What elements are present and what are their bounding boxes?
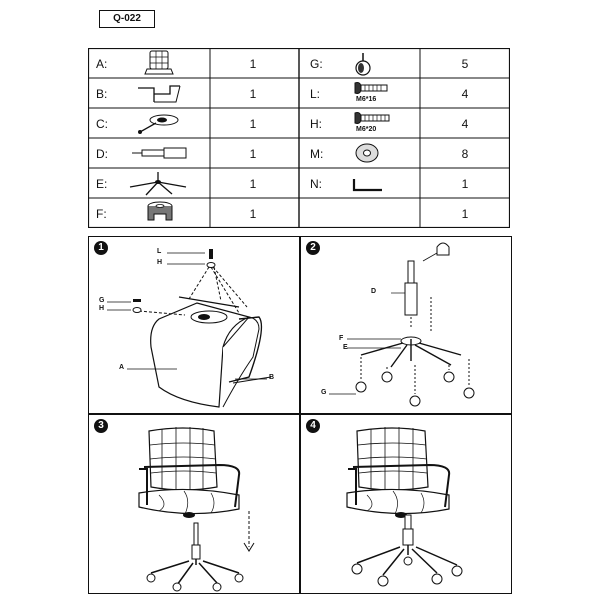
part-l-qty: 4 bbox=[461, 87, 469, 101]
model-code: Q-022 bbox=[99, 10, 155, 28]
chair-back-icon bbox=[138, 50, 178, 77]
step-2-number: 2 bbox=[306, 241, 320, 255]
step-1-illustration bbox=[89, 237, 299, 413]
step-2-panel bbox=[300, 236, 512, 414]
step-3-illustration bbox=[89, 415, 299, 593]
step-1-panel bbox=[88, 236, 300, 414]
part-h-qty: 4 bbox=[461, 117, 469, 131]
part-c-label: C: bbox=[96, 117, 108, 131]
callout-b: B bbox=[269, 374, 275, 381]
callout-h-top: H bbox=[157, 259, 163, 266]
part-l-label: L: bbox=[310, 87, 321, 101]
part-d-label: D: bbox=[96, 147, 108, 161]
washer-icon bbox=[354, 142, 380, 164]
gas-lift-icon bbox=[130, 144, 190, 162]
step-3-panel bbox=[88, 414, 300, 594]
step-4-panel bbox=[300, 414, 512, 594]
part-b-qty: 1 bbox=[249, 87, 257, 101]
part-n-label: N: bbox=[310, 177, 322, 191]
bolt-l-icon bbox=[353, 81, 393, 95]
part-g-qty: 5 bbox=[461, 57, 469, 71]
callout-a: A bbox=[119, 364, 125, 371]
part-blank-qty: 1 bbox=[461, 207, 469, 221]
step-2-illustration bbox=[301, 237, 511, 413]
mechanism-icon bbox=[136, 110, 184, 136]
part-f-qty: 1 bbox=[249, 207, 257, 221]
caster-icon bbox=[348, 51, 378, 77]
part-g-label: G: bbox=[310, 57, 323, 71]
part-f-label: F: bbox=[96, 207, 107, 221]
allen-key-icon bbox=[350, 177, 386, 193]
callout-g-caster: G bbox=[321, 389, 327, 396]
part-e-label: E: bbox=[96, 177, 108, 191]
part-d-qty: 1 bbox=[249, 147, 257, 161]
callout-e: E bbox=[343, 344, 348, 351]
part-m-qty: 8 bbox=[461, 147, 469, 161]
callout-g: G bbox=[99, 297, 105, 304]
armrest-icon bbox=[136, 82, 184, 106]
cover-icon bbox=[144, 200, 176, 227]
part-h-label: H: bbox=[310, 117, 322, 131]
bolt-h-icon bbox=[353, 111, 393, 125]
step-3-number: 3 bbox=[94, 419, 108, 433]
callout-h-side: H bbox=[99, 305, 105, 312]
part-m-label: M: bbox=[310, 147, 324, 161]
bolt-l-spec: M6*16 bbox=[356, 96, 377, 103]
step-4-illustration bbox=[301, 415, 511, 593]
part-b-label: B: bbox=[96, 87, 108, 101]
part-a-label: A: bbox=[96, 57, 108, 71]
callout-l: L bbox=[157, 248, 162, 255]
bolt-h-spec: M6*20 bbox=[356, 126, 377, 133]
step-1-number: 1 bbox=[94, 241, 108, 255]
callout-f: F bbox=[339, 335, 344, 342]
part-n-qty: 1 bbox=[461, 177, 469, 191]
base-icon bbox=[126, 169, 190, 197]
step-4-number: 4 bbox=[306, 419, 320, 433]
part-a-qty: 1 bbox=[249, 57, 257, 71]
part-c-qty: 1 bbox=[249, 117, 257, 131]
part-e-qty: 1 bbox=[249, 177, 257, 191]
parts-table bbox=[88, 48, 510, 228]
callout-d: D bbox=[371, 288, 377, 295]
